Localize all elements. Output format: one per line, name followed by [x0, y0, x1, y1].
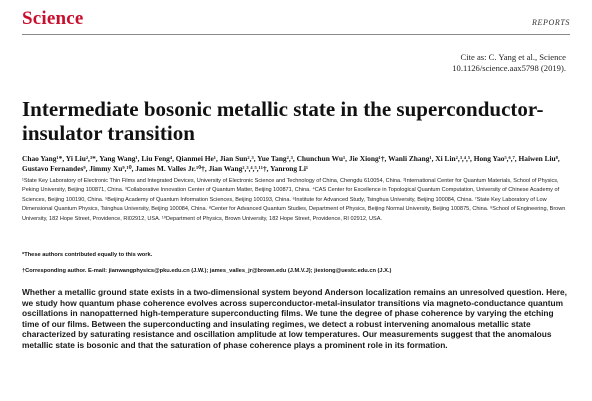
citation-line-1: Cite as: C. Yang et al., Science	[460, 52, 566, 62]
equal-contribution-note: *These authors contributed equally to this work.	[22, 252, 153, 258]
masthead	[22, 6, 570, 32]
section-label: REPORTS	[532, 18, 570, 27]
affiliations: ¹State Key Laboratory of Electronic Thin Films and Integrated Devices, University of Electronic Science and Technology of China, Chengdu 610054, China. ²International Center for Quantum Materials, School of Physics, Peking University, Beijing 100871, China. ³Collaborative Innovation Center of Quantum Matter, Beijing 100871, China. ⁴CAS Center for Excellence in Topological Quantum Computation, University of Chinese Academy of Sciences, Beijing 100190, China. ⁵Beijing Academy of Quantum Information Sciences, Beijing 100193, China. ⁶Institute for Advanced Study, Tsinghua University, Beijing 100084, China. ⁷State Key Laboratory of Low Dimensional Quantum Physics, Tsinghua University, Beijing 100084, China. ⁸Center for Advanced Quantum Studies, Department of Physics, Beijing Normal University, Beijing 100875, China. ⁹School of Engineering, Brown University, 182 Hope Street, Providence, RI02912, USA. ¹⁰Department of Physics, Brown University, 182 Hope Street, Providence, RI 02912, USA.	[22, 178, 566, 222]
author-list: Chao Yang¹*, Yi Liu²,³*, Yang Wang¹, Liu Feng⁴, Qianmei He¹, Jian Sun²,³, Yue Tang²,³, Chunchun Wu¹, Jie Xiong¹†, Wanli Zhang¹, Xi Lin²,³,⁴,⁵, Hong Yao⁵,⁶,⁷, Haiwen Liu⁸, Gustavo Fernandes⁹, Jimmy Xu⁹,¹⁰, James M. Valles Jr.¹⁰†, Jian Wang²,³,⁴,⁵,¹¹†, Yanrong Li¹	[22, 154, 560, 173]
abstract: Whether a metallic ground state exists in a two-dimensional system beyond Anderson localization remains an unresolved question. Here, we study how quantum phase coherence evolves across superconductor-metal-insulator transitions via magneto-conductance quantum oscillations in nanopatterned high-temperature superconducting films. We tune the degree of phase coherence by varying the etching time of our films. Between the superconducting and insulating regimes, we detect a robust intervening anomalous metallic state characterized by saturating resistance and oscillation amplitude at low temperatures. Our measurements suggest that the anomalous metallic state is bosonic and that the saturation of phase coherence plays a prominent role in its formation.	[22, 287, 567, 350]
citation-doi[interactable]: 10.1126/science.aax5798 (2019).	[452, 63, 566, 73]
corresponding-author-note: †Corresponding author. E-mail: jianwangphysics@pku.edu.cn (J.W.); james_valles_jr@brown.edu (J.M.V.J); jiexiong@uestc.edu.cn (J.X.)	[22, 268, 392, 274]
article-title: Intermediate bosonic metallic state in the superconductor-insulator transition	[22, 97, 544, 145]
journal-logo[interactable]: Science	[22, 8, 84, 29]
citation-block	[452, 52, 566, 74]
header-rule	[22, 34, 570, 35]
